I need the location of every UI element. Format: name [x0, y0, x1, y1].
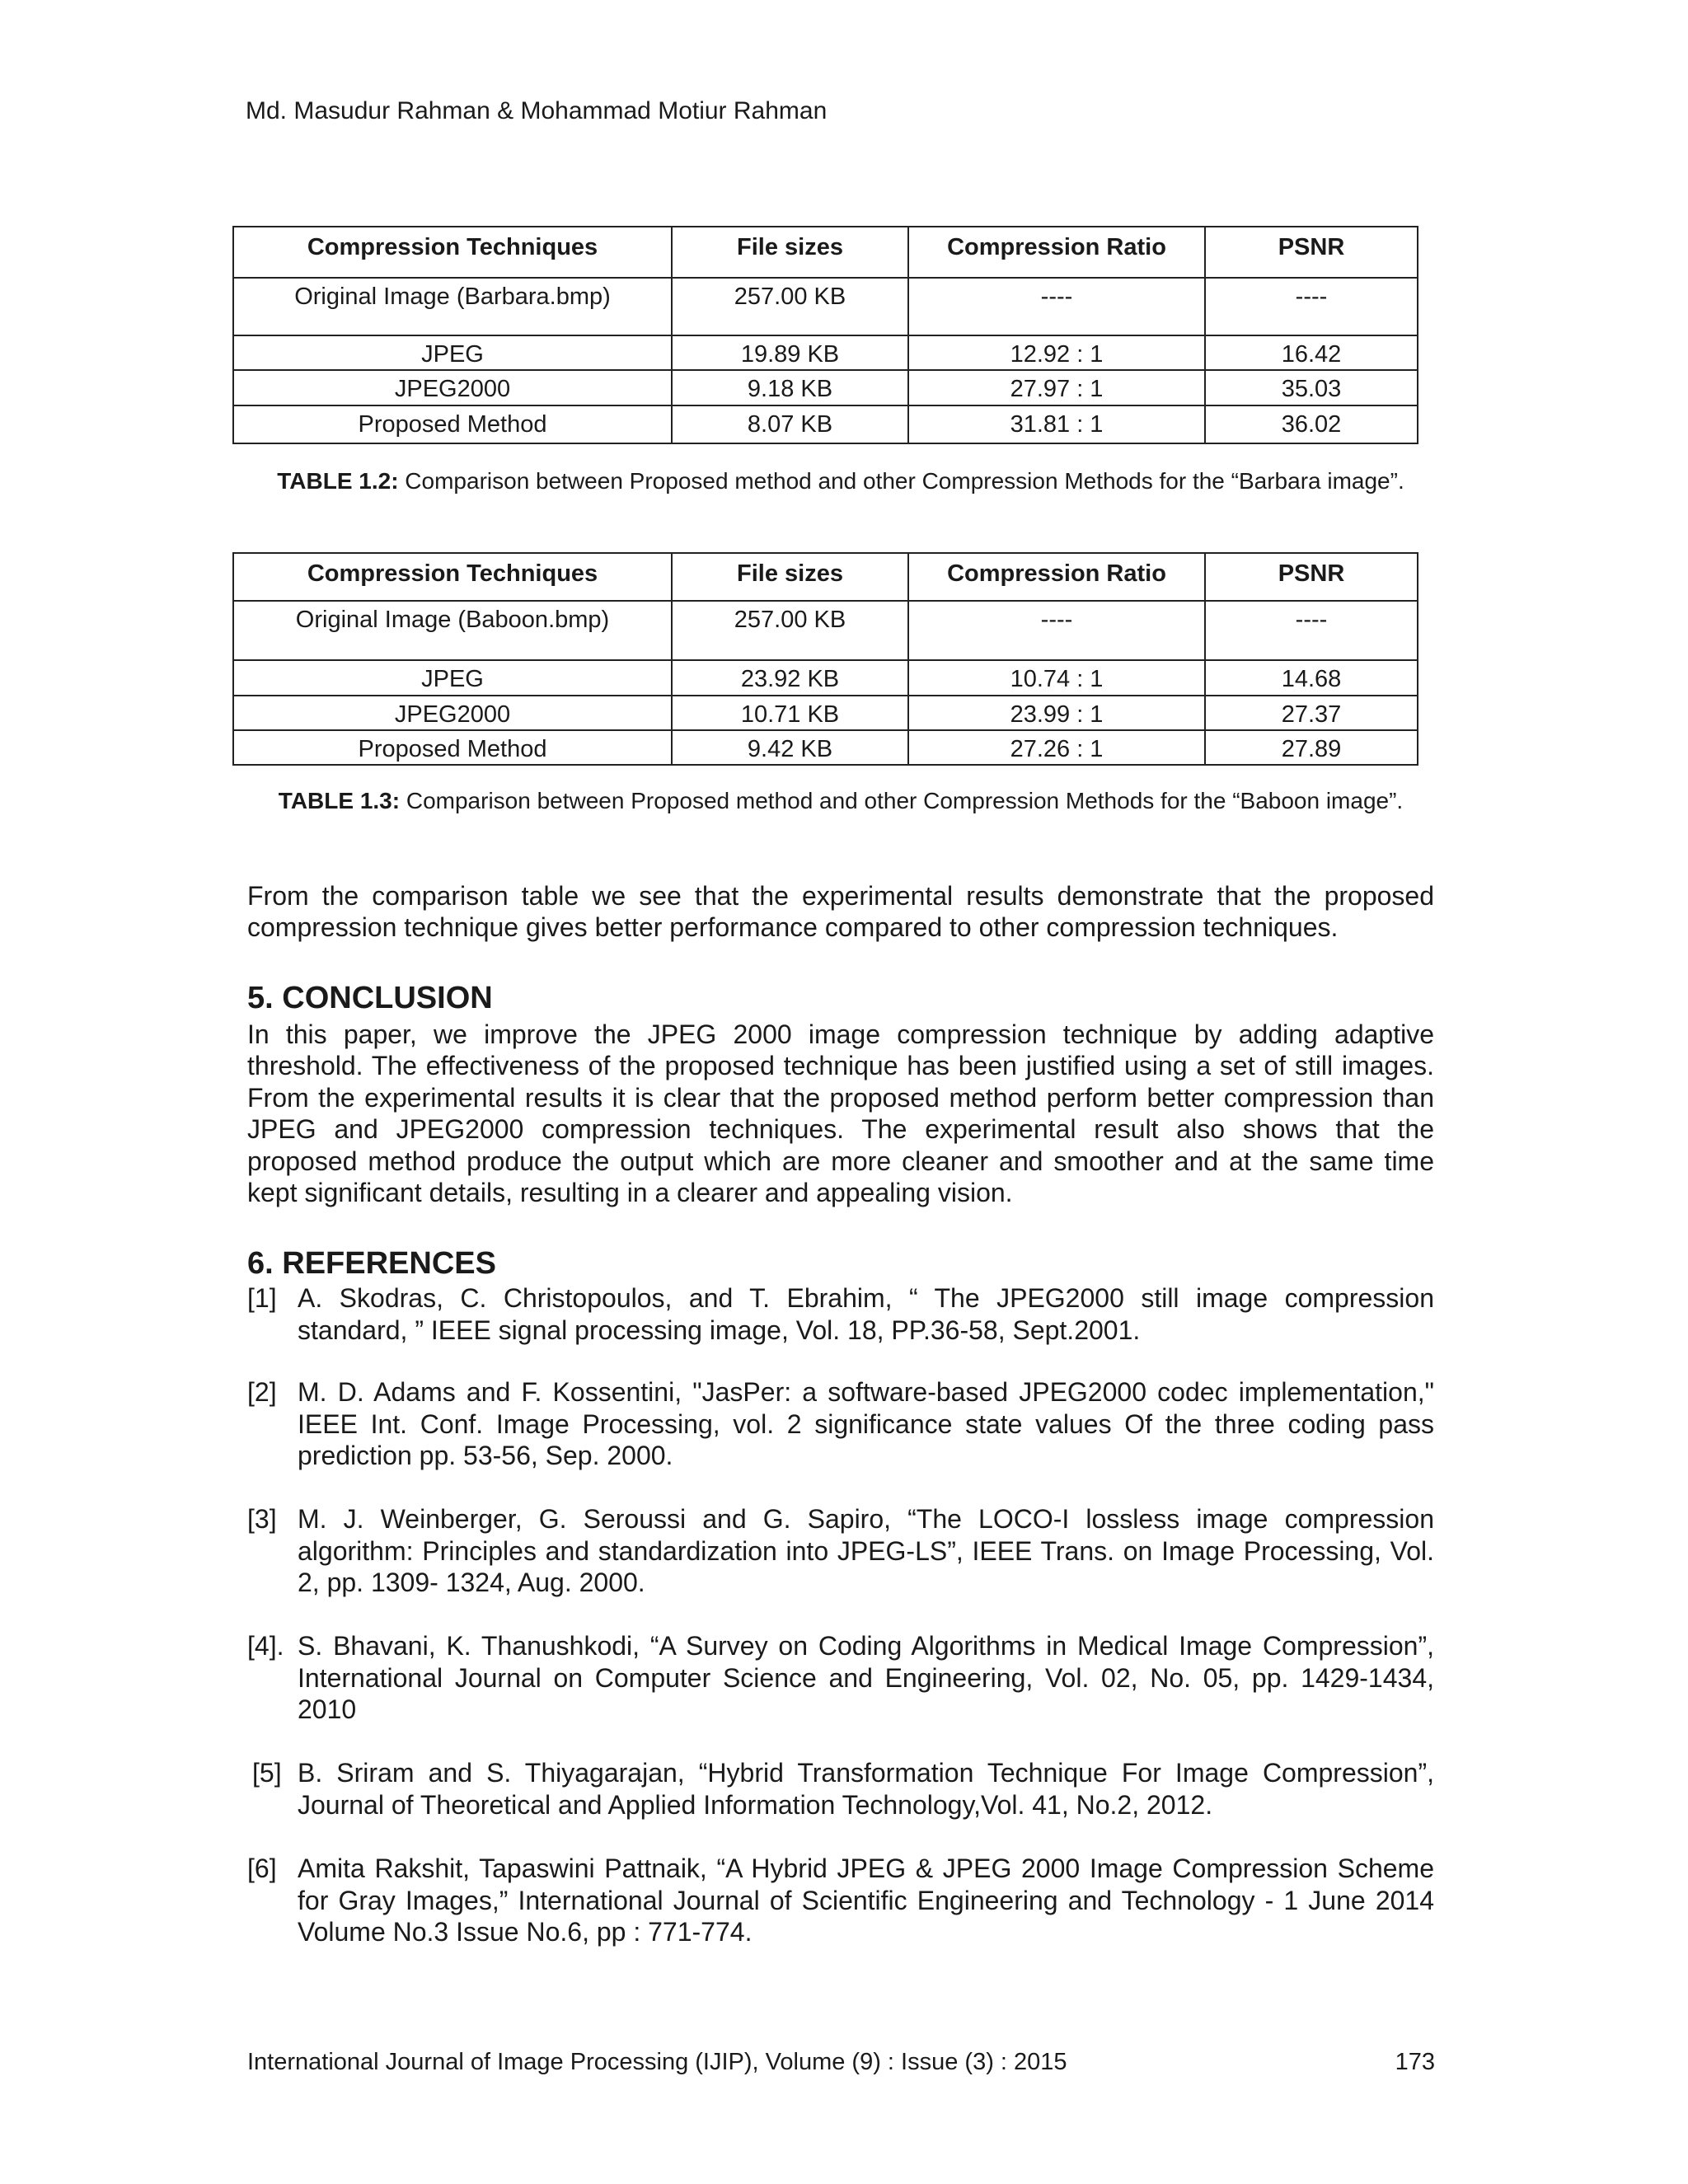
col-header-psnr: PSNR — [1205, 227, 1418, 278]
cell-ratio: 23.99 : 1 — [908, 696, 1205, 730]
reference-item — [247, 1282, 1434, 1346]
reference-text: M. J. Weinberger, G. Seroussi and G. Sapiro, “The LOCO-I lossless image compression algorithm: Principles and standardization into JPEG-LS”, IEEE Trans. on Image Processing, Vol. 2, pp. 1309- 1324, Aug. 2000. — [298, 1504, 1434, 1597]
caption-text: Comparison between Proposed method and other Compression Methods for the “Barbara image”. — [398, 468, 1404, 494]
cell-ratio: 27.97 : 1 — [908, 370, 1205, 405]
comparison-paragraph: From the comparison table we see that the experimental results demonstrate that the proposed compression technique gives better performance compared to other compression techniques. — [247, 881, 1434, 943]
cell-file-size: 9.18 KB — [672, 370, 908, 405]
cell-psnr: 14.68 — [1205, 660, 1418, 696]
cell-ratio: ---- — [908, 278, 1205, 335]
page-number: 173 — [1395, 2049, 1435, 2075]
cell-technique: JPEG2000 — [233, 696, 672, 730]
cell-technique: JPEG — [233, 335, 672, 370]
reference-text: B. Sriram and S. Thiyagarajan, “Hybrid Transformation Technique For Image Compression”, Journal of Theoretical and Applied Information Technology,Vol. 41, No.2, 2012. — [298, 1758, 1434, 1820]
col-header-file-size: File sizes — [672, 553, 908, 601]
cell-ratio: 10.74 : 1 — [908, 660, 1205, 696]
table-baboon — [232, 552, 1418, 766]
reference-number: [2] — [247, 1377, 277, 1407]
cell-file-size: 257.00 KB — [672, 278, 908, 335]
col-header-technique: Compression Techniques — [233, 227, 672, 278]
caption-text: Comparison between Proposed method and other Compression Methods for the “Baboon image”. — [400, 788, 1404, 813]
cell-ratio: 27.26 : 1 — [908, 730, 1205, 765]
table-row — [233, 730, 1418, 765]
cell-ratio: 31.81 : 1 — [908, 405, 1205, 443]
reference-item — [247, 1757, 1434, 1821]
reference-number: [6] — [247, 1854, 277, 1883]
table-row — [233, 370, 1418, 405]
reference-item — [247, 1503, 1434, 1599]
conclusion-heading: 5. CONCLUSION — [247, 981, 493, 1015]
table-row — [233, 696, 1418, 730]
cell-technique: Original Image (Barbara.bmp) — [233, 278, 672, 335]
cell-psnr: 16.42 — [1205, 335, 1418, 370]
reference-number: [1] — [247, 1283, 277, 1313]
cell-psnr: 27.89 — [1205, 730, 1418, 765]
table-row — [233, 335, 1418, 370]
col-header-ratio: Compression Ratio — [908, 553, 1205, 601]
table-row — [233, 405, 1418, 443]
col-header-ratio: Compression Ratio — [908, 227, 1205, 278]
reference-text: M. D. Adams and F. Kossentini, "JasPer: a software-based JPEG2000 codec implementation," IEEE Int. Conf. Image Processing, vol. 2 significance state values Of the three coding pass prediction pp. 53-56, Sep. 2000. — [298, 1377, 1434, 1470]
cell-file-size: 10.71 KB — [672, 696, 908, 730]
reference-text: S. Bhavani, K. Thanushkodi, “A Survey on Coding Algorithms in Medical Image Compression”, International Journal on Computer Science and Engineering, Vol. 02, No. 05, pp. 1429-1434, 2010 — [298, 1631, 1434, 1724]
cell-file-size: 9.42 KB — [672, 730, 908, 765]
cell-file-size: 23.92 KB — [672, 660, 908, 696]
reference-text: A. Skodras, C. Christopoulos, and T. Ebrahim, “ The JPEG2000 still image compression standard, ” IEEE signal processing image, Vol. 18, PP.36-58, Sept.2001. — [298, 1283, 1434, 1345]
cell-file-size: 19.89 KB — [672, 335, 908, 370]
cell-technique: Proposed Method — [233, 405, 672, 443]
cell-technique: Original Image (Baboon.bmp) — [233, 601, 672, 660]
col-header-psnr: PSNR — [1205, 553, 1418, 601]
reference-text: Amita Rakshit, Tapaswini Pattnaik, “A Hybrid JPEG & JPEG 2000 Image Compression Scheme for Gray Images,” International Journal of Scientific Engineering and Technology - 1 June 2014 Volume No.3 Issue No.6, pp : 771-774. — [298, 1854, 1434, 1947]
cell-file-size: 257.00 KB — [672, 601, 908, 660]
cell-ratio: 12.92 : 1 — [908, 335, 1205, 370]
table-row — [233, 278, 1418, 335]
cell-psnr: 35.03 — [1205, 370, 1418, 405]
footer-journal: International Journal of Image Processing (IJIP), Volume (9) : Issue (3) : 2015 — [247, 2049, 1067, 2075]
reference-number: [3] — [247, 1504, 277, 1534]
reference-number: [5] — [252, 1758, 282, 1788]
caption-label: TABLE 1.3: — [278, 788, 401, 813]
col-header-technique: Compression Techniques — [233, 553, 672, 601]
table-barbara — [232, 226, 1418, 444]
cell-psnr: ---- — [1205, 601, 1418, 660]
reference-item — [247, 1376, 1434, 1472]
reference-item — [247, 1630, 1434, 1726]
table-row — [233, 660, 1418, 696]
conclusion-text: In this paper, we improve the JPEG 2000 image compression technique by adding adaptive threshold. The effectiveness of the proposed technique has been justified using a set of still images. From the experimental results it is clear that the proposed method perform better compression than JPEG and JPEG2000 compression techniques. The experimental result also shows that the proposed method produce the output which are more cleaner and smoother and at the same time kept significant details, resulting in a clearer and appealing vision. — [247, 1019, 1434, 1208]
cell-technique: JPEG2000 — [233, 370, 672, 405]
cell-ratio: ---- — [908, 601, 1205, 660]
cell-technique: JPEG — [233, 660, 672, 696]
running-head-authors: Md. Masudur Rahman & Mohammad Motiur Rahman — [246, 97, 828, 124]
cell-file-size: 8.07 KB — [672, 405, 908, 443]
cell-psnr: 27.37 — [1205, 696, 1418, 730]
caption-label: TABLE 1.2: — [277, 468, 399, 494]
table-header-row — [233, 553, 1418, 601]
table-row — [233, 601, 1418, 660]
reference-number: [4]. — [247, 1631, 284, 1661]
cell-technique: Proposed Method — [233, 730, 672, 765]
cell-psnr: ---- — [1205, 278, 1418, 335]
table-caption-barbara — [272, 466, 1409, 496]
references-heading: 6. REFERENCES — [247, 1246, 496, 1281]
col-header-file-size: File sizes — [672, 227, 908, 278]
reference-item — [247, 1853, 1434, 1948]
table-caption-baboon — [272, 786, 1409, 816]
cell-psnr: 36.02 — [1205, 405, 1418, 443]
table-header-row — [233, 227, 1418, 278]
